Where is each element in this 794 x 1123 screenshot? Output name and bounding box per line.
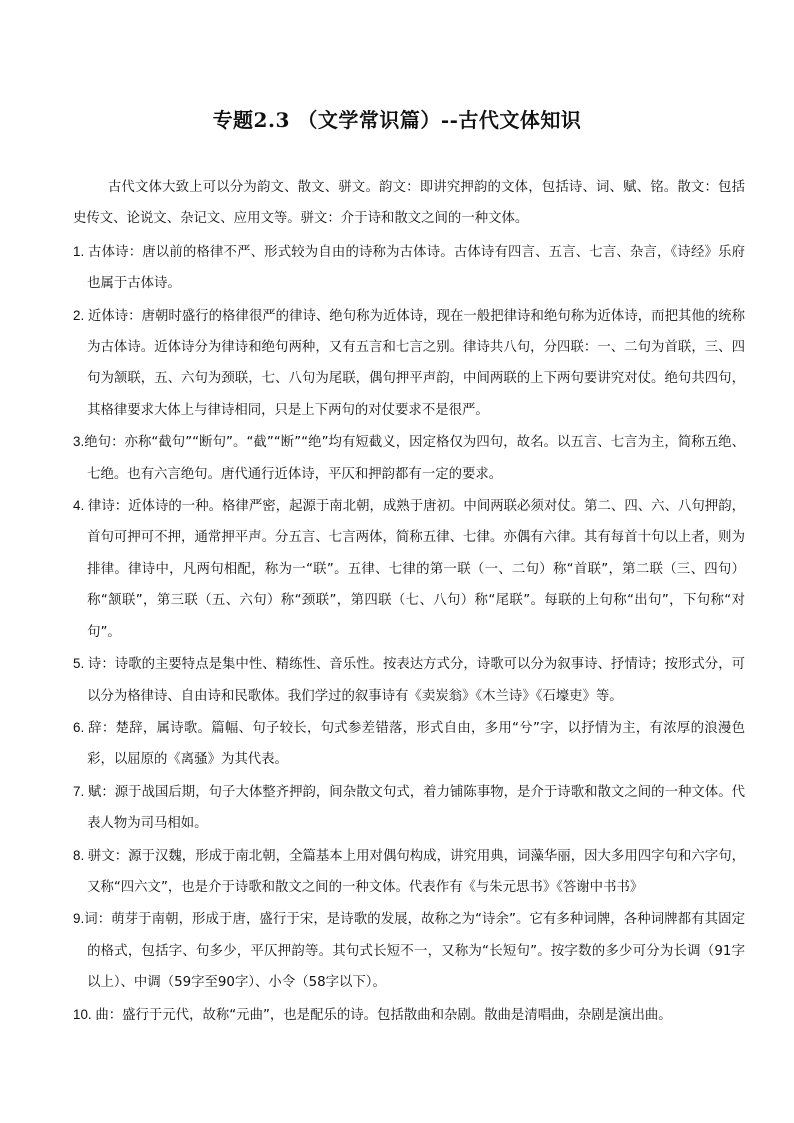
list-item-text: 赋：源于战国后期，句子大体整齐押韵，间杂散文句式，着力铺陈事物，是介于诗歌和散文之间的一种文体。代表人物为司马相如。 [87, 784, 746, 832]
list-item-number: 2. [73, 307, 88, 323]
list-item-text: 曲：盛行于元代，故称“元曲”，也是配乐的诗。包括散曲和杂剧。散曲是清唱曲，杂剧是演出曲。 [95, 1007, 672, 1023]
list-item-text: 诗：诗歌的主要特点是集中性、精练性、音乐性。按表达方式分，诗歌可以分为叙事诗、抒情诗；按形式分，可以分为格律诗、自由诗和民歌体。我们学过的叙事诗有《卖炭翁》《木兰诗》《石壕吏》等。 [87, 657, 746, 704]
list-item-number: 7. [73, 783, 88, 799]
list-item-text: 骈文：源于汉魏，形成于南北朝，全篇基本上用对偶句构成，讲究用典，词藻华丽，因大多用四字句和六字句，又称“四六文”，也是介于诗歌和散文之间的一种文体。代表作有《与朱元思书》《答谢中书书》 [87, 848, 746, 895]
list-item [73, 490, 745, 648]
list-item [73, 426, 745, 490]
list-item [73, 903, 745, 998]
list-item-text: 词：萌芽于南朝，形成于唐，盛行于宋，是诗歌的发展，故称之为“诗余”。它有多种词牌，各种词牌都有其固定的格式，包括字、句多少，平仄押韵等。其句式长短不一，又称为“长短句”。按字数的多少可分为长调（91字以上）、中调（59字至90字）、小令（58字以下）。 [84, 912, 745, 991]
list-item-number: 8. [73, 847, 88, 863]
list-item [73, 300, 745, 427]
list-item [73, 712, 745, 776]
list-item [73, 840, 745, 904]
intro-paragraph: 古代文体大致上可以分为韵文、散文、骈文。韵文：即讲究押韵的文体，包括诗、词、赋、铭。散文：包括史传文、论说文、杂记文、应用文等。骈文：介于诗和散文之间的一种文体。 [73, 180, 745, 227]
list-item [73, 648, 745, 712]
list-item-number: 1. [73, 243, 89, 259]
list-item-number: 9. [73, 911, 85, 927]
list-item-text: 近体诗：唐朝时盛行的格律很严的律诗、绝句称为近体诗，现在一般把律诗和绝句称为近体诗，而把其他的统称为古体诗。近体诗分为律诗和绝句两种，又有五言和七言之别。律诗共八句，分四联：一、二句为首联，三、四句为颔联，五、六句为颈联，七、八句为尾联，偶句押平声韵，中间两联的上下两句要讲究对仗。绝句共四句，其格律要求大体上与律诗相同，只是上下两句的对仗要求不是很严。 [87, 308, 746, 418]
list-item [73, 999, 745, 1031]
list-item-number: 4. [73, 498, 88, 514]
list-item-number: 3. [73, 434, 85, 450]
list-item-number: 6. [73, 719, 89, 735]
page-title: 专题2.3 （文学常识篇）--古代文体知识 [212, 108, 582, 132]
list-item-number: 5. [73, 656, 88, 672]
list-item [73, 236, 745, 300]
list-item-text: 辞：楚辞，属诗歌。篇幅、句子较长，句式参差错落，形式自由，多用“兮”字，以抒情为主，有浓厚的浪漫色彩，以屈原的《离骚》为其代表。 [87, 720, 745, 768]
list-item-text: 绝句：亦称“截句”“断句”。“截”“断”“绝”均有短截义，因定格仅为四句，故名。以五言、七言为主，简称五绝、七绝。也有六言绝句。唐代通行近体诗，平仄和押韵都有一定的要求。 [84, 435, 745, 482]
list-item [73, 776, 745, 840]
list-item-text: 古体诗：唐以前的格律不严、形式较为自由的诗称为古体诗。古体诗有四言、五言、七言、杂言，《诗经》乐府也属于古体诗。 [87, 244, 745, 292]
list-item-number: 10. [73, 1006, 96, 1022]
list-item-text: 律诗：近体诗的一种。格律严密，起源于南北朝，成熟于唐初。中间两联必须对仗。第二、四、六、八句押韵，首句可押可不押，通常押平声。分五言、七言两体，简称五律、七律。亦偶有六律。其有每首十句以上者，则为排律。律诗中，凡两句相配，称为一“联”。五律、七律的第一联（一、二句）称“首联”，第二联（三、四句）称“颔联”，第三联（五、六句）称“颈联”，第四联（七、八句）称“尾联”。每联的上句称“出句”，下句称“对句”。 [87, 499, 746, 640]
document-body [73, 172, 745, 1031]
